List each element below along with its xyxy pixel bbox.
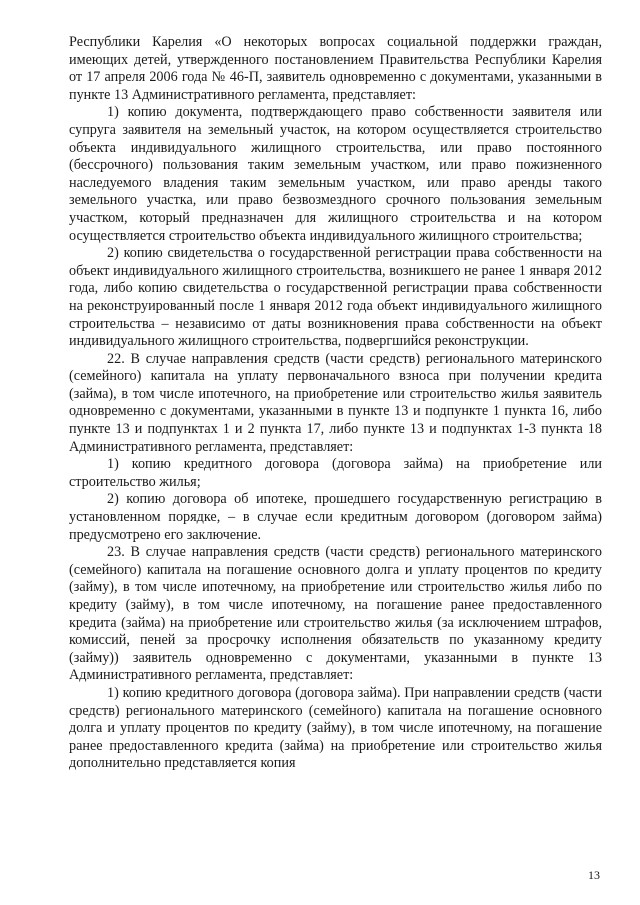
paragraph: 2) копию договора об ипотеке, прошедшего государственную регистрацию в установленном порядке, – в случае если кредитным договором (договором займа) предусмотрено его заключение. — [69, 491, 602, 543]
paragraph: 23. В случае направления средств (части средств) регионального материнского (семейного) капитала на погашение основного долга и уплату процентов по кредиту (займу), в том числе ипотечному, на приобретение или строительство жилья либо по кредиту (займу), в том числе ипотечному, на погашение ранее предоставленного кредита (займа) на приобретение или строительство жилья (за исключением штрафов, комиссий, пеней за просрочку исполнения обязательств по указанному кредиту (займу)) заявитель одновременно с документами, указанными в пункте 13 Административного регламента, представляет: — [69, 544, 602, 684]
paragraph: 2) копию свидетельства о государственной регистрации права собственности на объект индивидуального жилищного строительства, возникшего не ранее 1 января 2012 года, либо копию свидетельства о государственной регистрации права собственности на реконструированный после 1 января 2012 года объект индивидуального жилищного строительства – независимо от даты возникновения права собственности на объект индивидуального жилищного строительства, подвергшийся реконструкции. — [69, 245, 602, 350]
page-number: 13 — [588, 868, 600, 882]
paragraph: 1) копию документа, подтверждающего право собственности заявителя или супруга заявителя на земельный участок, на котором осуществляется строительство объекта индивидуального жилищного строительства, или право постоянного (бессрочного) пользования таким земельным участком, или право пожизненного наследуемого владения таким земельным участком, или право аренды такого земельного участка, или право безвозмездного срочного пользования земельным участком, который предназначен для жилищного строительства и на котором осуществляется строительство объекта индивидуального жилищного строительства; — [69, 104, 602, 244]
paragraph: 1) копию кредитного договора (договора займа) на приобретение или строительство жилья; — [69, 456, 602, 490]
paragraph: Республики Карелия «О некоторых вопросах социальной поддержки граждан, имеющих детей, утвержденного постановлением Правительства Республики Карелия от 17 апреля 2006 года № 46-П, заявитель одновременно с документами, указанными в пункте 13 Административного регламента, представляет: — [69, 34, 602, 103]
paragraph: 22. В случае направления средств (части средств) регионального материнского (семейного) капитала на уплату первоначального взноса при получении кредита (займа), в том числе ипотечного, на приобретение или строительство жилья заявитель одновременно с документами, указанными в пункте 13 и подпункте 1 пункта 16, либо пункте 13 и подпунктах 1 и 2 пункта 17, либо пункте 13 и подпунктах 1-3 пункта 18 Административного регламента, представляет: — [69, 350, 602, 455]
paragraph: 1) копию кредитного договора (договора займа). При направлении средств (части средств) регионального материнского (семейного) капитала на погашение основного долга и уплату процентов по кредиту (займу), в том числе ипотечному, на погашение ранее предоставленного кредита (займа) на приобретение или строительство жилья дополнительно представляется копия — [69, 684, 602, 772]
document-body — [69, 34, 602, 773]
